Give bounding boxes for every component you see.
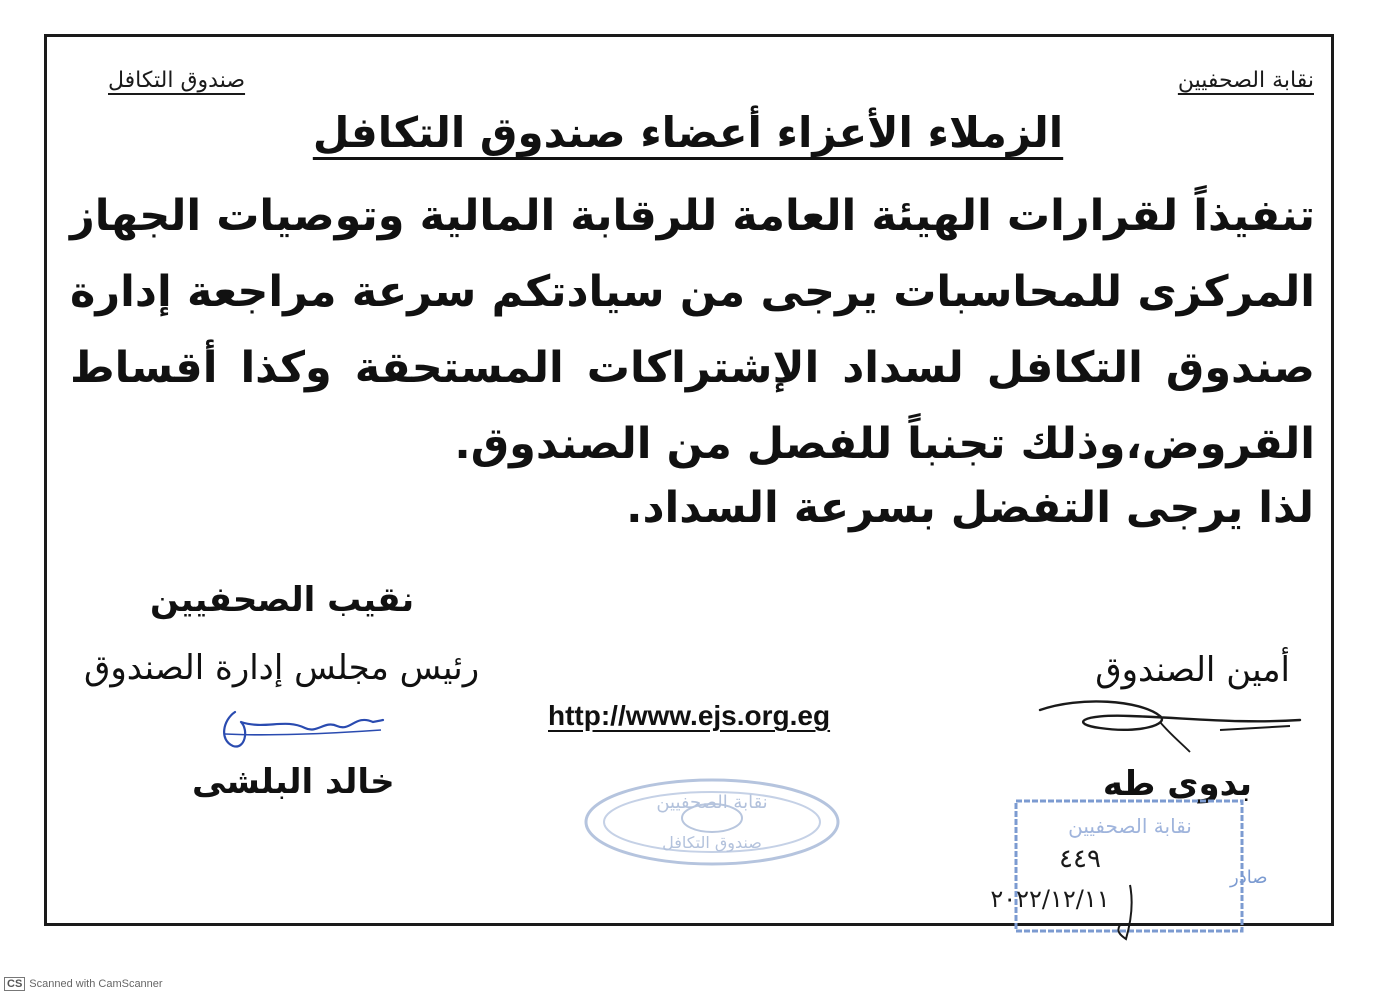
outgoing-stamp <box>930 795 1268 945</box>
stamp-date: ٢٠٢٢/١٢/١١ <box>990 885 1110 913</box>
treasurer-name: بدوى طه <box>1102 764 1252 804</box>
seal-top-text: نقابة الصحفيين <box>656 792 768 813</box>
scanner-text: Scanned with CamScanner <box>29 978 163 990</box>
website-link[interactable]: http://www.ejs.org.eg <box>548 700 831 731</box>
scanner-watermark <box>4 977 163 991</box>
letter-body: تنفيذاً لقرارات الهيئة العامة للرقابة المالية وتوصيات الجهاز المركزى للمحاسبات يرجى من سيادتكم سرعة مراجعة إدارة صندوق التكافل لسداد الإشتراكات المستحقة وكذا أقساط القروض،وذلك تجنباً للفصل من الصندوق. <box>70 191 1315 469</box>
scanner-badge: CS <box>4 977 25 991</box>
fund-name-header: صندوق التكافل <box>108 68 246 93</box>
org-name-header: نقابة الصحفيين <box>1177 68 1314 93</box>
stamp-number: ٤٤٩ <box>1059 844 1101 874</box>
chairman-name: خالد البلشى <box>192 762 395 802</box>
chairman-signature <box>205 700 395 760</box>
syndicate-seal <box>582 776 842 868</box>
seal-bottom-text: صندوق التكافل <box>662 833 762 852</box>
treasurer-role: أمين الصندوق <box>1095 650 1290 690</box>
letter-closing: لذا يرجى التفضل بسرعة السداد. <box>626 483 1314 533</box>
stamp-header: نقابة الصحفيين <box>1068 814 1192 838</box>
letter-title: الزملاء الأعزاء أعضاء صندوق التكافل <box>312 108 1064 157</box>
syndicate-head-title: نقيب الصحفيين <box>150 580 415 620</box>
stamp-label: صادر <box>1230 867 1268 888</box>
treasurer-signature <box>1020 690 1310 760</box>
board-chairman-role: رئيس مجلس إدارة الصندوق <box>84 648 480 688</box>
